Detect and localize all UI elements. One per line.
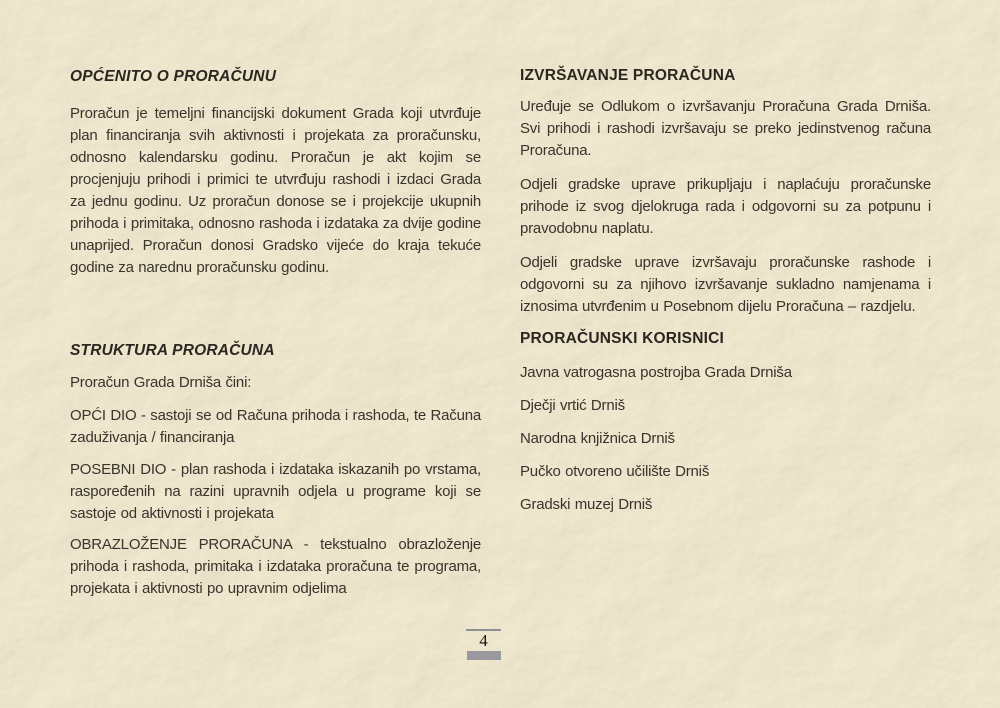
list-item-korisnik: Gradski muzej Drniš: [520, 496, 653, 513]
section-heading-opcenito: OPĆENITO O PRORAČUNU: [70, 68, 277, 85]
paragraph-obrazlozenje: OBRAZLOŽENJE PRORAČUNA - tekstualno obrazloženje prihoda i rashoda, primitaka i izdataka proračuna te programa, projekata i aktivnosti po upravnim odjelima: [70, 536, 481, 597]
list-item-korisnik: Dječji vrtić Drniš: [520, 397, 625, 414]
section-heading-izvrsavanje: IZVRŠAVANJE PRORAČUNA: [520, 67, 736, 84]
paragraph-izvrsavanje-2: Odjeli gradske uprave prikupljaju i naplaćuju proračunske prihode iz svog djelokruga rada i odgovorni su za potpunu i pravodobnu naplatu.: [520, 176, 931, 237]
page-number: 4: [479, 631, 488, 650]
list-item-korisnik: Pučko otvoreno učilište Drniš: [520, 463, 710, 480]
paragraph-struktura-intro: Proračun Grada Drniša čini:: [70, 374, 252, 391]
section-heading-korisnici: PRORAČUNSKI KORISNICI: [520, 330, 724, 347]
footer-bar: [467, 651, 501, 660]
paragraph-posebni-dio: POSEBNI DIO - plan rashoda i izdataka iskazanih po vrstama, raspoređenih na razini upravnih odjela u programe koji se sastoje od aktivnosti i projekata: [70, 461, 481, 522]
paragraph-opci-dio: OPĆI DIO - sastoji se od Računa prihoda i rashoda, te Računa zaduživanja / financiranja: [70, 407, 481, 446]
column-left: [70, 60, 481, 600]
column-right: [520, 60, 931, 516]
section-heading-struktura: STRUKTURA PRORAČUNA: [70, 342, 275, 359]
list-item-korisnik: Narodna knjižnica Drniš: [520, 430, 675, 447]
page-footer: [466, 629, 501, 660]
paragraph-izvrsavanje-1: Uređuje se Odlukom o izvršavanju Proračuna Grada Drniša. Svi prihodi i rashodi izvršavaju se preko jedinstvenog računa Proračuna.: [520, 98, 931, 159]
paragraph-izvrsavanje-3: Odjeli gradske uprave izvršavaju proračunske rashode i odgovorni su za njihovo izvršavanje sukladno namjenama i iznosima utvrđenim u Posebnom dijelu Proračuna – razdjelu.: [520, 254, 931, 315]
list-item-korisnik: Javna vatrogasna postrojba Grada Drniša: [520, 364, 792, 381]
paragraph-opcenito: Proračun je temeljni financijski dokument Grada koji utvrđuje plan financiranja svih aktivnosti i projekata za proračunsku, odnosno kalendarsku godinu. Proračun je akt kojim se procjenjuju prihodi i primici te utvrđuju rashodi i izdaci Grada za jednu godinu. Uz proračun donose se i projekcije ukupnih prihoda i primitaka, odnosno rashoda i izdataka za dvije godine unaprijed. Proračun donosi Gradsko vijeće do kraja tekuće godine za narednu proračunsku godinu.: [70, 105, 481, 276]
